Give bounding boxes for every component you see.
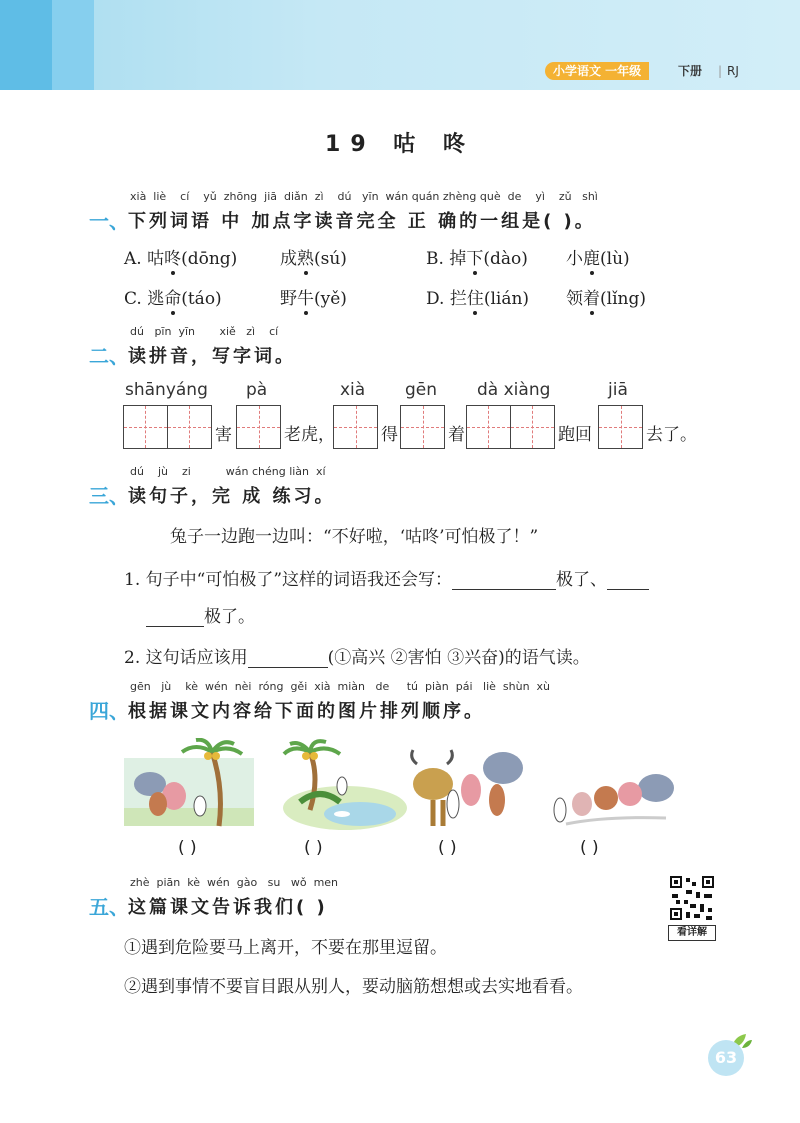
header-separator: | bbox=[718, 64, 723, 78]
subject-badge: 小学语文 一年级 bbox=[545, 62, 649, 80]
writing-grid[interactable] bbox=[123, 405, 212, 449]
writing-grid[interactable] bbox=[400, 405, 445, 449]
section4-pinyin: gēn jù kè wén nèi róng gěi xià miàn de tú piàn pái liè shùn xù bbox=[130, 680, 551, 693]
answer-blank[interactable] bbox=[452, 571, 556, 590]
question-text: 极了。 bbox=[204, 607, 255, 627]
section5-number: 五、 bbox=[89, 895, 129, 919]
grid-text: 跑回 bbox=[558, 425, 592, 445]
option-d2[interactable] bbox=[566, 284, 646, 309]
edition-label: RJ bbox=[727, 64, 739, 78]
pinyin-pa: pà bbox=[246, 380, 268, 400]
answer-blank[interactable] bbox=[248, 649, 328, 668]
question-text: 极了、 bbox=[556, 570, 608, 590]
pinyin-jia: jiā bbox=[608, 380, 628, 400]
section5-question: 这篇课文告诉我们( ) bbox=[128, 897, 328, 918]
writing-grid[interactable] bbox=[598, 405, 643, 449]
dotted-char: 下 bbox=[466, 249, 484, 269]
option-b1[interactable] bbox=[426, 244, 528, 269]
volume-label: 下册 bbox=[678, 64, 703, 78]
dotted-char: 命 bbox=[164, 289, 182, 309]
option-pinyin: (lù) bbox=[600, 249, 630, 269]
section4-number: 四、 bbox=[89, 699, 129, 723]
option-text: 小 bbox=[566, 249, 583, 269]
option-text: 野 bbox=[280, 289, 297, 309]
order-answer-2[interactable]: ( ) bbox=[304, 838, 323, 858]
section5-pinyin: zhè piān kè wén gào su wǒ men bbox=[130, 876, 339, 889]
option-pinyin: (lián) bbox=[483, 289, 530, 309]
option-pinyin: (lǐng) bbox=[600, 289, 646, 309]
option-pinyin: (dōng) bbox=[181, 249, 238, 269]
section3-pinyin: dú jù zi wán chéng liàn xí bbox=[130, 465, 326, 478]
story-picture-1 bbox=[124, 738, 254, 834]
section1-question: 下列词语 中 加点字读音完全 正 确的一组是( )。 bbox=[128, 211, 596, 232]
dotted-char: 熟 bbox=[297, 249, 314, 269]
story-picture-2 bbox=[280, 738, 410, 834]
option-pinyin: (táo) bbox=[181, 289, 222, 309]
story-picture-4 bbox=[546, 738, 676, 834]
option-text: B. 掉 bbox=[426, 249, 467, 269]
writing-grid[interactable] bbox=[333, 405, 378, 449]
answer-blank[interactable] bbox=[146, 608, 204, 627]
lesson-title: 19 咕 咚 bbox=[325, 132, 475, 157]
option-text: D. 拦 bbox=[426, 289, 467, 309]
dotted-char: 牛 bbox=[297, 289, 314, 309]
pinyin-shanyang: shānyáng bbox=[125, 380, 208, 400]
question-text: 1. 句子中“可怕极了”这样的词语我还会写： bbox=[124, 570, 453, 590]
dotted-char: 着 bbox=[583, 289, 600, 309]
option-pinyin: (yě) bbox=[314, 289, 347, 309]
quoted-sentence: 兔子一边跑一边叫：“不好啦，‘咕咚’可怕极了！” bbox=[170, 527, 539, 547]
option-text: 领 bbox=[566, 289, 583, 309]
grid-text: 害 bbox=[215, 425, 232, 445]
choice-1[interactable]: ①遇到危险要马上离开，不要在那里逗留。 bbox=[124, 938, 447, 958]
dotted-char: 鹿 bbox=[583, 249, 600, 269]
section1-number: 一、 bbox=[89, 209, 129, 233]
question-text: (①高兴 ②害怕 ③兴奋)的语气读。 bbox=[327, 648, 590, 668]
order-answer-4[interactable]: ( ) bbox=[580, 838, 599, 858]
writing-grid[interactable] bbox=[466, 405, 555, 449]
option-text: A. 咕 bbox=[124, 249, 165, 269]
option-c1[interactable] bbox=[124, 284, 222, 309]
header-stripe bbox=[52, 0, 94, 90]
section2-pinyin: dú pīn yīn xiě zì cí bbox=[130, 325, 279, 338]
option-d1[interactable] bbox=[426, 284, 529, 309]
pinyin-daxiang: dà xiàng bbox=[477, 380, 551, 400]
section2-question: 读拼音，写字词。 bbox=[128, 346, 296, 367]
answer-blank[interactable] bbox=[607, 571, 649, 590]
question-text: 2. 这句话应该用 bbox=[124, 648, 248, 668]
grid-text: 老虎， bbox=[284, 425, 335, 445]
option-pinyin: (dào) bbox=[483, 249, 528, 269]
section2-number: 二、 bbox=[89, 344, 129, 368]
pinyin-xia: xià bbox=[340, 380, 366, 400]
dotted-char: 咚 bbox=[164, 249, 182, 269]
choice-2[interactable]: ②遇到事情不要盲目跟从别人，要动脑筋想想或去实地看看。 bbox=[124, 977, 583, 997]
writing-grid[interactable] bbox=[236, 405, 281, 449]
option-pinyin: (sú) bbox=[314, 249, 347, 269]
section3-question: 读句子，完 成 练习。 bbox=[128, 486, 336, 507]
option-text: C. 逃 bbox=[124, 289, 165, 309]
question-3-1-cont bbox=[146, 602, 255, 627]
question-3-2 bbox=[124, 643, 590, 668]
dotted-char: 住 bbox=[466, 289, 484, 309]
qr-code-icon[interactable] bbox=[668, 874, 716, 922]
option-b2[interactable] bbox=[566, 244, 630, 269]
pinyin-gen: gēn bbox=[405, 380, 438, 400]
header-stripe bbox=[0, 0, 52, 90]
qr-label: 看详解 bbox=[668, 925, 716, 941]
section3-number: 三、 bbox=[89, 484, 129, 508]
grid-text: 着 bbox=[448, 425, 465, 445]
section1-pinyin: xià liè cí yǔ zhōng jiā diǎn zì dú yīn wán quán zhèng què de yì zǔ shì bbox=[130, 190, 598, 203]
order-answer-3[interactable]: ( ) bbox=[438, 838, 457, 858]
option-a2[interactable] bbox=[280, 244, 347, 269]
grid-text: 得 bbox=[381, 425, 398, 445]
option-c2[interactable] bbox=[280, 284, 347, 309]
question-3-1 bbox=[124, 565, 649, 590]
page-number: 63 bbox=[708, 1040, 744, 1076]
grid-text: 去了。 bbox=[646, 425, 697, 445]
story-picture-3 bbox=[407, 738, 537, 834]
section4-question: 根据课文内容给下面的图片排列顺序。 bbox=[128, 701, 485, 722]
order-answer-1[interactable]: ( ) bbox=[178, 838, 197, 858]
option-a1[interactable] bbox=[124, 244, 237, 269]
option-text: 成 bbox=[280, 249, 297, 269]
